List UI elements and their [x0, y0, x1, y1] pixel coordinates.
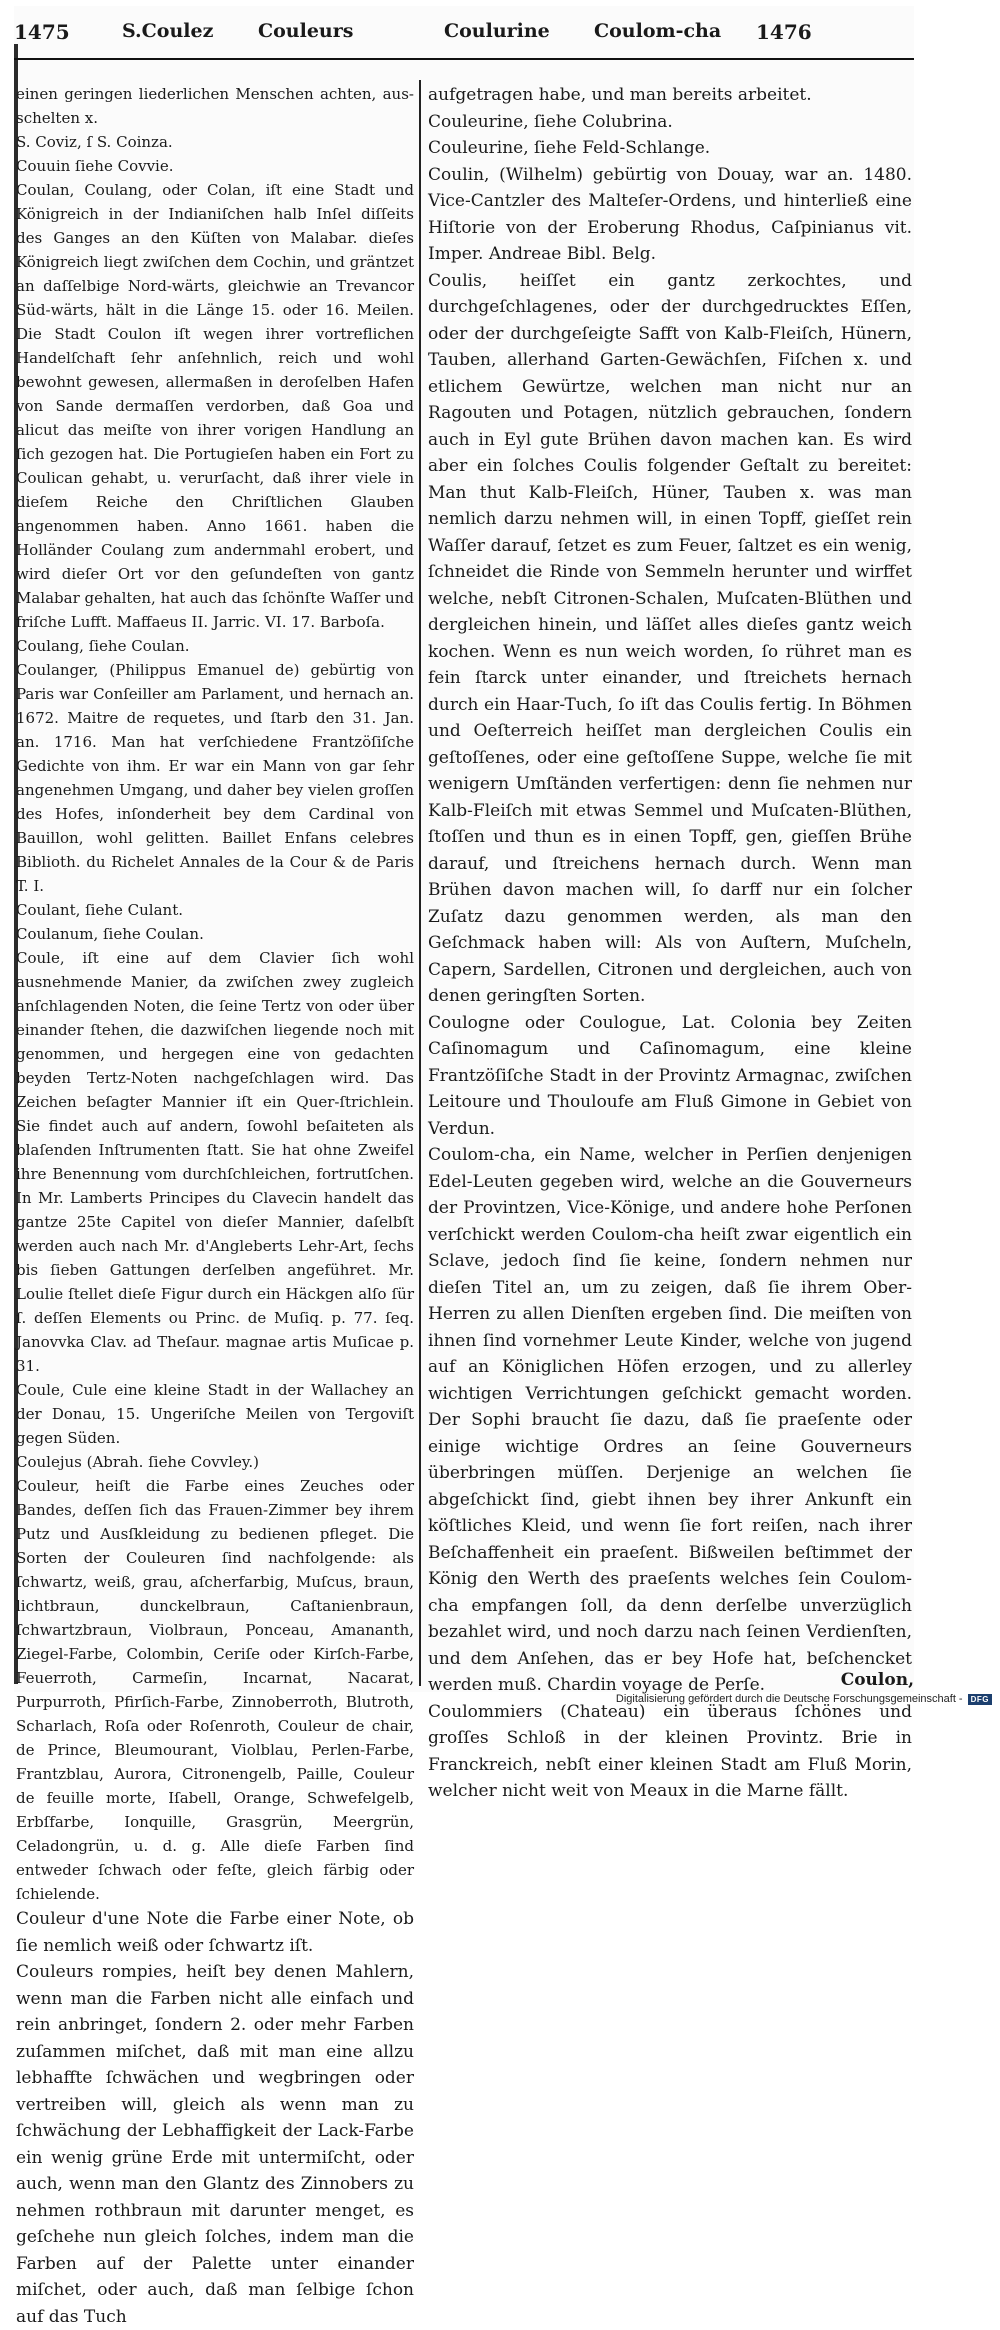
left-page-number: 1475 [14, 20, 70, 44]
credit-text: Digitalisierung gefördert durch die Deutsche Forschungsgemeinschaft - [615, 1693, 963, 1705]
catchword: Coulon, [840, 1670, 914, 1690]
left-column [16, 82, 414, 2330]
entry-paragraph: Coule, Cule eine kleine Stadt in der Wallachey an der Donau, 15. Ungeriſche Meilen von Tergoviſt gegen Süden. [16, 1381, 414, 1447]
right-page-number: 1476 [756, 20, 812, 44]
entry-paragraph: Coulan, Coulang, oder Colan, iſt eine Stadt und Königreich in der Indianiſchen halb Inſel diſſeits des Ganges an den Küſten von Malabar. dieſes Königreich liegt zwiſchen dem Cochin, und gräntzet an daſſelbige Nord-wärts, gleichwie an Trevancor Süd-wärts, hält in die Länge 15. oder 16. Meilen. Die Stadt Coulon iſt wegen ihrer vortreflichen Handelſchaft ſehr anſehnlich, reich und wohl bewohnt gewesen, allermaßen in deroſelben Hafen von Sande dermaſſen verdorben, daß Goa und alicut das meiſte von ihrer vorigen Handlung an ſich gezogen hat. Die Portugieſen haben ein Fort zu Coulican gehabt, u. verurſacht, daß ihrer viele in dieſem Reiche den Chriſtlichen Glauben angenommen haben. Anno 1661. haben die Holländer Coulang zum andernmahl erobert, und wird dieſer Ort vor den geſundeſten von gantz Malabar gehalten, hat auch das ſchönſte Waſſer und friſche Lufft. Maffaeus II. Jarric. VI. 17. Barboſa. [16, 181, 414, 631]
entry-paragraph: Coulant, ſiehe Culant. [16, 901, 183, 919]
entry-paragraph: Coulis, heiſſet ein gantz zerkochtes, und durchgeſchlagenes, oder der durchgedrucktes Eſſen, oder der durchgeſeigte Safft von Kalb-Fleiſch, Hünern, Tauben, allerhand Garten-Gewächſen, Fiſchen x. und etlichem Gewürtze, welchen man nicht nur an Ragouten und Potagen, nützlich gebrauchen, ſondern auch in Eyl gute Brühen davon machen kan. Es wird aber ein ſolches Coulis folgender Geſtalt zu bereitet: Man thut Kalb-Fleiſch, Hüner, Tauben x. was man nemlich darzu nehmen will, in einen Topff, gieſſet rein Waſſer darauf, ſetzet es zum Feuer, ſaltzet es ein wenig, ſchneidet die Rinde von Semmeln herunter und wirffet welche, nebſt Citronen-Schalen, Muſcaten-Blüthen und dergleichen hinein, und läſſet alles dieſes gantz weich kochen. Wenn es nun weich worden, ſo rühret man es fein ſtarck unter einander, und ſtreichets hernach durch ein Haar-Tuch, ſo iſt das Coulis fertig. In Böhmen und Oeſterreich heiſſet man dergleichen Coulis ein geſtoſſenes, oder eine geſtoſſene Suppe, welche ſie mit wenigern Umſtänden verfertigen: denn ſie nehmen nur Kalb-Fleiſch mit etwas Semmel und Muſcaten-Blüthen, ſtoſſen und thun es in einen Topff, gen, gieſſen Brühe darauf, und ſtreichens hernach durch. Wenn man Brühen davon machen will, ſo darff nur ein ſolcher Zuſatz dazu genommen werden, als man den Geſchmack haben will: Als von Auſtern, Muſcheln, Capern, Sardellen, Citronen und dergleichen, auch von denen geringſten Sorten. [428, 270, 912, 1006]
entry-paragraph: Coulogne oder Coulogue, Lat. Colonia bey Zeiten Caſinomagum und Caſinomagum, eine kleine Frantzöſiſche Stadt in der Provintz Armagnac, zwiſchen Leitoure und Thouloufe am Fluß Gimone in Gebiet von Verdun. [428, 1012, 912, 1139]
header-rule [14, 58, 914, 60]
entry-paragraph: Coule, iſt eine auf dem Clavier ſich wohl ausnehmende Manier, da zwiſchen zwey zugleich anſchlagenden Noten, die ſeine Tertz von oder über einander ſtehen, die dazwiſchen liegende noch mit genommen, und hergegen eine von gedachten beyden Tertz-Noten nachgeſchlagen wird. Das Zeichen beſagter Mannier iſt ein Quer-ſtrichlein. Sie findet auch auf andern, ſowohl beſaiteten als blaſenden Inſtrumenten ſtatt. Sie hat ohne Zweifel ihre Benennung vom durchſchleichen, fortrutſchen. In Mr. Lamberts Principes du Clavecin handelt das gantze 25te Capitel von dieſer Mannier, daſelbſt werden auch nach Mr. d'Angleberts Lehr-Art, ſechs bis ſieben Gattungen derſelben angeführet. Mr. Loulie ſtellet dieſe Figur durch ein Häckgen alſo ſür ſ. deſſen Elements ou Princ. de Muſiq. p. 77. ſeq. Janovvka Clav. ad Theſaur. magnae artis Muſicae p. 31. [16, 949, 414, 1375]
entry-paragraph: Couleur, heiſt die Farbe eines Zeuches oder Bandes, deſſen ſich das Frauen-Zimmer bey ihrem Putz und Ausſkleidung zu bedienen pfleget. Die Sorten der Couleuren ſind nachfolgende: als ſchwartz, weiß, grau, aſcherfarbig, Muſcus, braun, lichtbraun, dunckelbraun, Caſtanienbraun, ſchwartzbraun, Violbraun, Ponceau, Amananth, Ziegel-Farbe, Colombin, Ceriſe oder Kirſch-Farbe, Feuerroth, Carmeſin, Incarnat, Nacarat, Purpurroth, Pfirſich-Farbe, Zinnoberroth, Blutroth, Scharlach, Roſa oder Roſenroth, Couleur de chair, de Prince, Bleumourant, Violblau, Perlen-Farbe, Frantzblau, Aurora, Citronengelb, Paille, Couleur de feuille morte, Iſabell, Orange, Schwefelgelb, Erbſfarbe, Ionquille, Grasgrün, Meergrün, Celadongrün, u. d. g. Alle dieſe Farben ſind entweder ſchwach oder feſte, gleich färbig oder ſchielende. [16, 1477, 414, 1903]
column-divider [419, 80, 421, 1686]
entry-paragraph: Couleur d'une Note die Farbe einer Note, ob ſie nemlich weiß oder ſchwartz iſt. [16, 1909, 414, 1956]
entry-paragraph: Coulin, (Wilhelm) gebürtig von Douay, war an. 1480. Vice-Cantzler des Malteſer-Ordens, und hinterließ eine Hiſtorie von der Eroberung Rhodus, Caſpinianus vit. Imper. Andreae Bibl. Belg. [428, 164, 912, 264]
entry-paragraph: Coulanum, ſiehe Coulan. [16, 925, 204, 943]
digitization-credit [616, 1693, 992, 1705]
entry-paragraph: Coulommiers (Chateau) ein überaus ſchönes und groſſes Schloß in der kleinen Provintz. Brie in Franckreich, nebſt einer kleinen Stadt am Fluß Morin, welcher nicht weit von Meaux in die Marne fällt. [428, 1701, 912, 1801]
left-header-word-1: S.Coulez [122, 20, 214, 42]
entry-paragraph: Couleurine, ſiehe Feld-Schlange. [428, 138, 711, 158]
entry-paragraph: einen geringen liederlichen Menschen achten, aus-schelten x. [16, 85, 414, 127]
entry-paragraph: Couuin ſiehe Covvie. [16, 157, 174, 175]
entry-paragraph: Coulanger, (Philippus Emanuel de) gebürtig von Paris war Conſeiller am Parlament, und hernach an. 1672. Maitre de requetes, und ſtarb den 31. Jan. an. 1716. Man hat verſchiedene Frantzöſiſche Gedichte von ihm. Er war ein Mann von gar ſehr angenehmen Umgang, und daher bey vielen groſſen des Hofes, inſonderheit bey dem Cardinal von Bauillon, wohl gelitten. Baillet Enfans celebres Biblioth. du Richelet Annales de la Cour & de Paris T. I. [16, 661, 414, 895]
right-header-word-1: Coulurine [444, 20, 550, 42]
dfg-logo: DFG [968, 1694, 992, 1705]
entry-paragraph: Couleurine, ſiehe Colubrina. [428, 111, 673, 132]
right-column [428, 82, 912, 1805]
entry-paragraph: Coulejus (Abrah. ſiehe Covvley.) [16, 1453, 259, 1471]
entry-paragraph: S. Coviz, ſ S. Coinza. [16, 133, 173, 151]
left-header-word-2: Couleurs [258, 20, 354, 42]
entry-paragraph: Couleurs rompies, heiſt bey denen Mahlern, wenn man die Farben nicht alle einfach und rein anbringet, ſondern 2. oder mehr Farben zuſammen miſchet, daß mit man eine allzu lebhaffte ſchwächen und wegbringen oder vertreiben will, gleich als wenn man zu ſchwächung der Lebhaffigkeit der Lack-Farbe ein wenig grüne Erde mit untermiſcht, oder auch, wenn man den Glantz des Zinnobers zu nehmen rothbraun mit darunter menget, es geſchehe nun gleich ſolches, indem man die Farben auf der Palette unter einander miſchet, oder auch, daß man ſelbige ſchon auf das Tuch [16, 1962, 414, 2327]
entry-paragraph: aufgetragen habe, und man bereits arbeitet. [428, 85, 812, 105]
running-header [14, 20, 914, 50]
entry-paragraph: Coulang, ſiehe Coulan. [16, 637, 190, 655]
right-header-word-2: Coulom-cha [594, 20, 722, 42]
entry-paragraph: Coulom-cha, ein Name, welcher in Perſien denjenigen Edel-Leuten gegeben wird, welche an die Gouverneurs der Provintzen, Vice-Könige, und andere hohe Perſonen verſchickt werden Coulom-cha heiſt zwar eigentlich ein Sclave, jedoch ſind ſie keine, ſondern nehmen nur dieſen Titel an, um zu zeigen, daß ſie ihrem Ober-Herren zu allen Dienſten ergeben ſind. Die meiſten von ihnen ſind vornehmer Leute Kinder, welche von jugend auf an Königlichen Höfen erzogen, und zu allerley wichtigen Verrichtungen geſchickt gemacht worden. Der Sophi braucht ſie dazu, daß ſie praeſente oder einige wichtige Ordres an ſeine Gouverneurs überbringen müſſen. Derjenige an welchen ſie abgeſchickt ſind, giebt ihnen bey ihrer Ankunft ein köſtliches Kleid, und wenn ſie fort reiſen, nach ihrer Beſchaffenheit ein praeſent. Bißweilen beſtimmet der König den Werth des praeſents welches ſein Coulom-cha empfangen ſoll, da denn derſelbe unverzüglich bezahlet wird, und noch darzu nach ſeinen Verdienſten, und dem Anſehen, das er bey Hofe hat, beſchencket werden muß. Chardin voyage de Perſe. [428, 1145, 912, 1695]
